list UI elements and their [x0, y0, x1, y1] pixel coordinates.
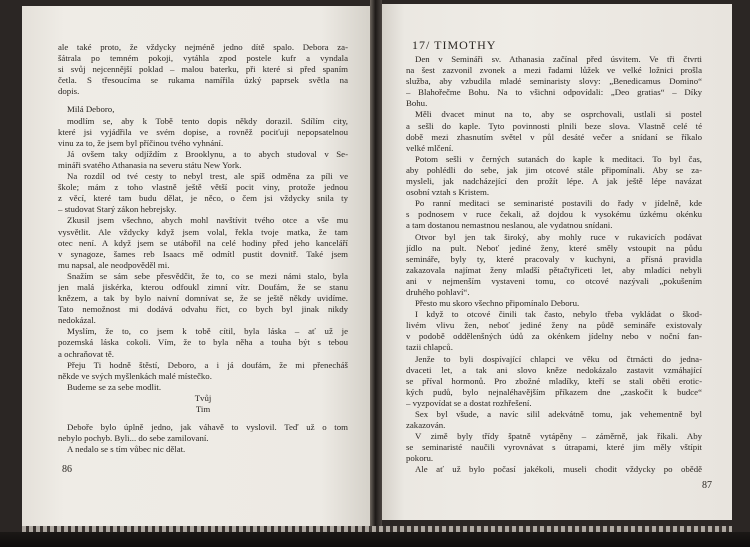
text-line: četla. S třesoucíma se rukama namířila úzký paprsek světla na [58, 75, 348, 86]
text-line [58, 415, 348, 422]
text-line: zakazovala najímat ženy mladší pětačtyřiceti let, aby mladíci nebyli [406, 264, 702, 275]
text-line: z věcí, které tam budu dělat, je něco, o čem jsi vždycky snila ty [58, 193, 348, 204]
text-line: ale také proto, že vždycky nejméně jedno dítě spalo. Debora za- [58, 42, 348, 52]
right-page-number: 87 [702, 480, 712, 491]
text-line: vinu za to, že jsem byl příčinou tvého vyhnání. [58, 137, 224, 148]
text-line: druhého pohlaví“. [406, 286, 470, 297]
text-line: se příval hormonů. Pro zbožné mladíky, kteří se stali oběti erotic- [406, 375, 702, 386]
text-line: a ochraňovat tě. [58, 348, 114, 359]
text-line: v podobě oddělenšných údů za okénkem jídelny nebo v noční fan- [406, 331, 702, 342]
text-line: ani v nejmenším vystaveni tomu, co otcové nazývali „pokušením [406, 275, 702, 286]
text-line: nedokázal. [58, 315, 96, 326]
text-line: jen malá jiskérka, kterou odfoukl zimní vítr. Doufám, že se stanu [58, 281, 348, 292]
text-line: aby pohlédli do sebe, jak jim otcové stále připomínali. Aby se za- [406, 164, 702, 175]
text-line: době mezi zhasnutím světel v půl desáté večer a snídaní se říkalo [406, 131, 702, 142]
text-line: Ale ať už bylo počasí jakékoli, museli chodit vždycky po obědě [415, 464, 702, 475]
text-line: – studovat Starý zákon hebrejsky. [58, 204, 177, 215]
text-line: dopis. [58, 86, 80, 97]
text-line: Otvor byl jen tak široký, aby mohly ruce v rukavicích podávat [415, 231, 702, 242]
text-line: si svůj nejcennější poklad – malou baterku, při které si před spaním [58, 64, 348, 75]
text-line: mysleli, jak nadcházející den prožít lépe. A jak ještě lépe navázat [406, 176, 702, 187]
background-surface [0, 532, 750, 547]
text-line: semináře, byly ty, které pracovaly v kuchyni, a přísná pravidla [406, 253, 702, 264]
text-line: Den v Semináři sv. Athanasia začínal před úsvitem. Ve tři čtvrti [415, 54, 702, 64]
text-line: Milá Deboro, [67, 104, 115, 115]
text-line: v synagoze, šames reb Isaacs mě odmítl pustit dovnitř. Také jsem [58, 248, 348, 259]
text-line: – Blahořečme Bohu. Na to všichni odpovídali: „Deo gratias“ – Díky [406, 87, 702, 98]
text-line: Měli dvacet minut na to, aby se osprchovali, ustlali si postel [415, 109, 702, 120]
text-line: Já ovšem taky odjíždím z Brooklynu, a to abych studoval v Se- [67, 148, 348, 159]
text-line: Bohu. [406, 98, 428, 109]
right-page [376, 4, 732, 520]
text-line: služba, aby vzbudila mladé seminaristy slovy: „Benedicamus Domino“ [406, 76, 702, 87]
text-line: Potom sešli v černých sutanách do kaple k meditaci. To byl čas, [415, 153, 702, 164]
text-line: se seminaristé naučili vyrovnávat s útrapami, které jim měly vštípit [406, 442, 702, 453]
text-line: Budeme se za sebe modlit. [67, 381, 162, 392]
text-line: dvaceti let, a tak ani slovo kněze nedokázalo zastavit vzmáhající [406, 364, 702, 375]
text-line: V zimě byly třídy špatně vytápěny – záměrně, jak říkali. Aby [415, 431, 702, 442]
text-line: nebylo pochyb. Byli... do sebe zamilovaní. [58, 433, 209, 444]
text-line: zakazován. [406, 420, 446, 431]
text-line: kých pudů, bylo nejnaléhavějším příkazem dne „zaskočit k budce“ [406, 386, 702, 397]
text-line: Tim [195, 404, 211, 414]
text-line: I když to otcové činili tak často, nebylo třeba vykládat o škod- [415, 309, 702, 320]
chapter-heading: 17/ TIMOTHY [412, 38, 497, 52]
right-page-text [406, 54, 702, 476]
text-line: a tam dostanou nemastnou neslanou, ale vydatnou snídani. [406, 220, 613, 231]
text-line: Debořе bylo úplně jedno, jak váhavě to vyslovil. Teď už o tom [67, 422, 348, 433]
text-line: škole; mám z toho vlastně ještě větší pocit viny, protože jednou [58, 182, 348, 193]
text-line [58, 97, 348, 104]
text-line: jídlo na pult. Neboť jediné ženy, které směly vstoupit na půdu [406, 242, 702, 253]
text-line: které jsi vyjádřila ve svém dopise, a rovněž pociťuji nepopsatelnou [58, 126, 348, 137]
text-line: mu napsal, ale neodpověděl mi. [58, 259, 170, 270]
text-line: a sešli do kaple. Tyto povinnosti plnili beze slova. Vlastně celé té [406, 120, 702, 131]
left-page-text [58, 42, 348, 455]
text-line: tazii chlapců. [406, 342, 453, 353]
text-line: někde ve svých myšlenkách malé místečko. [58, 370, 212, 381]
text-line: Jenže to byli dospívající chlapci ve věku od čtrnácti do jedna- [415, 353, 702, 364]
text-line: pokoru. [406, 453, 434, 464]
text-line: – vyzpovídat se a dostat rozhřešení. [406, 397, 532, 408]
text-line: Tvůj [194, 392, 212, 403]
text-line: A nedalo se s tím vůbec nic dělat. [67, 444, 186, 455]
text-line: Po ranní meditaci se seminaristé postavili do řady v jídelně, kde [415, 198, 702, 209]
text-line: modlím se, aby k Tobě tento dopis někdy dorazil. Sdílím city, [67, 115, 348, 126]
book-gutter [370, 0, 382, 547]
text-line: s podnosem v ruce čekali, až dojdou k vysokému úzkému okénku [406, 209, 702, 220]
text-line: na šest zazvonil zvonek a mezi řadami lůžek ve velké ložnici prošla [406, 65, 702, 76]
left-page [22, 6, 374, 526]
text-line: livém vlivu žen, neboť jediné ženy na půdě semináře existovaly [406, 320, 702, 331]
text-line: otec není. A když jsem se utábořil na celé hodiny před jeho kanceláří [58, 237, 348, 248]
text-line: vysvětlit. Ale vždycky když jsem volal, řekla tvoje matka, že tam [58, 226, 348, 237]
text-line: osobní vztah s Kristem. [406, 187, 490, 198]
text-line: Myslím, že to, co jsem k tobě cítil, byla láska – ať už je [67, 326, 348, 337]
text-line: šátrala po temném pokoji, vytáhla zpod postele kufr a vyndala [58, 53, 348, 64]
text-line: Snažím se sám sebe přesvědčit, že to, co se mezi námi stalo, byla [67, 270, 348, 281]
text-line: Přesto mu skoro všechno připomínalo Deboru. [415, 298, 580, 309]
text-line: knězem, a tak by bylo naivní domnívat se, že se ještě někdy uvidíme. [58, 293, 348, 304]
text-line: Zkusil jsem všechno, abych mohl navštívit tvého otce a vše mu [67, 215, 348, 226]
text-line: pozemská láska cokoli. Vím, že to byla něha a touha být s tebou [58, 337, 348, 348]
text-line: Na rozdíl od tvé cesty to nebyl trest, ale spíš odměna za píli ve [67, 171, 348, 182]
text-line: velké mlčení. [406, 142, 454, 153]
text-line: Sex byl všude, a navíc silil adekvátně tomu, jak vehementně byl [415, 409, 702, 419]
text-line: Přeju Ti hodně štěstí, Deboro, a i já doufám, že mi přenecháš [67, 359, 348, 370]
text-line: Tato nemožnost mi dodává odvahu říct, co bych byl jinak nikdy [58, 304, 348, 315]
text-line: mináři svatého Athanasia na severu státu New York. [58, 159, 242, 170]
left-page-number: 86 [62, 464, 72, 475]
